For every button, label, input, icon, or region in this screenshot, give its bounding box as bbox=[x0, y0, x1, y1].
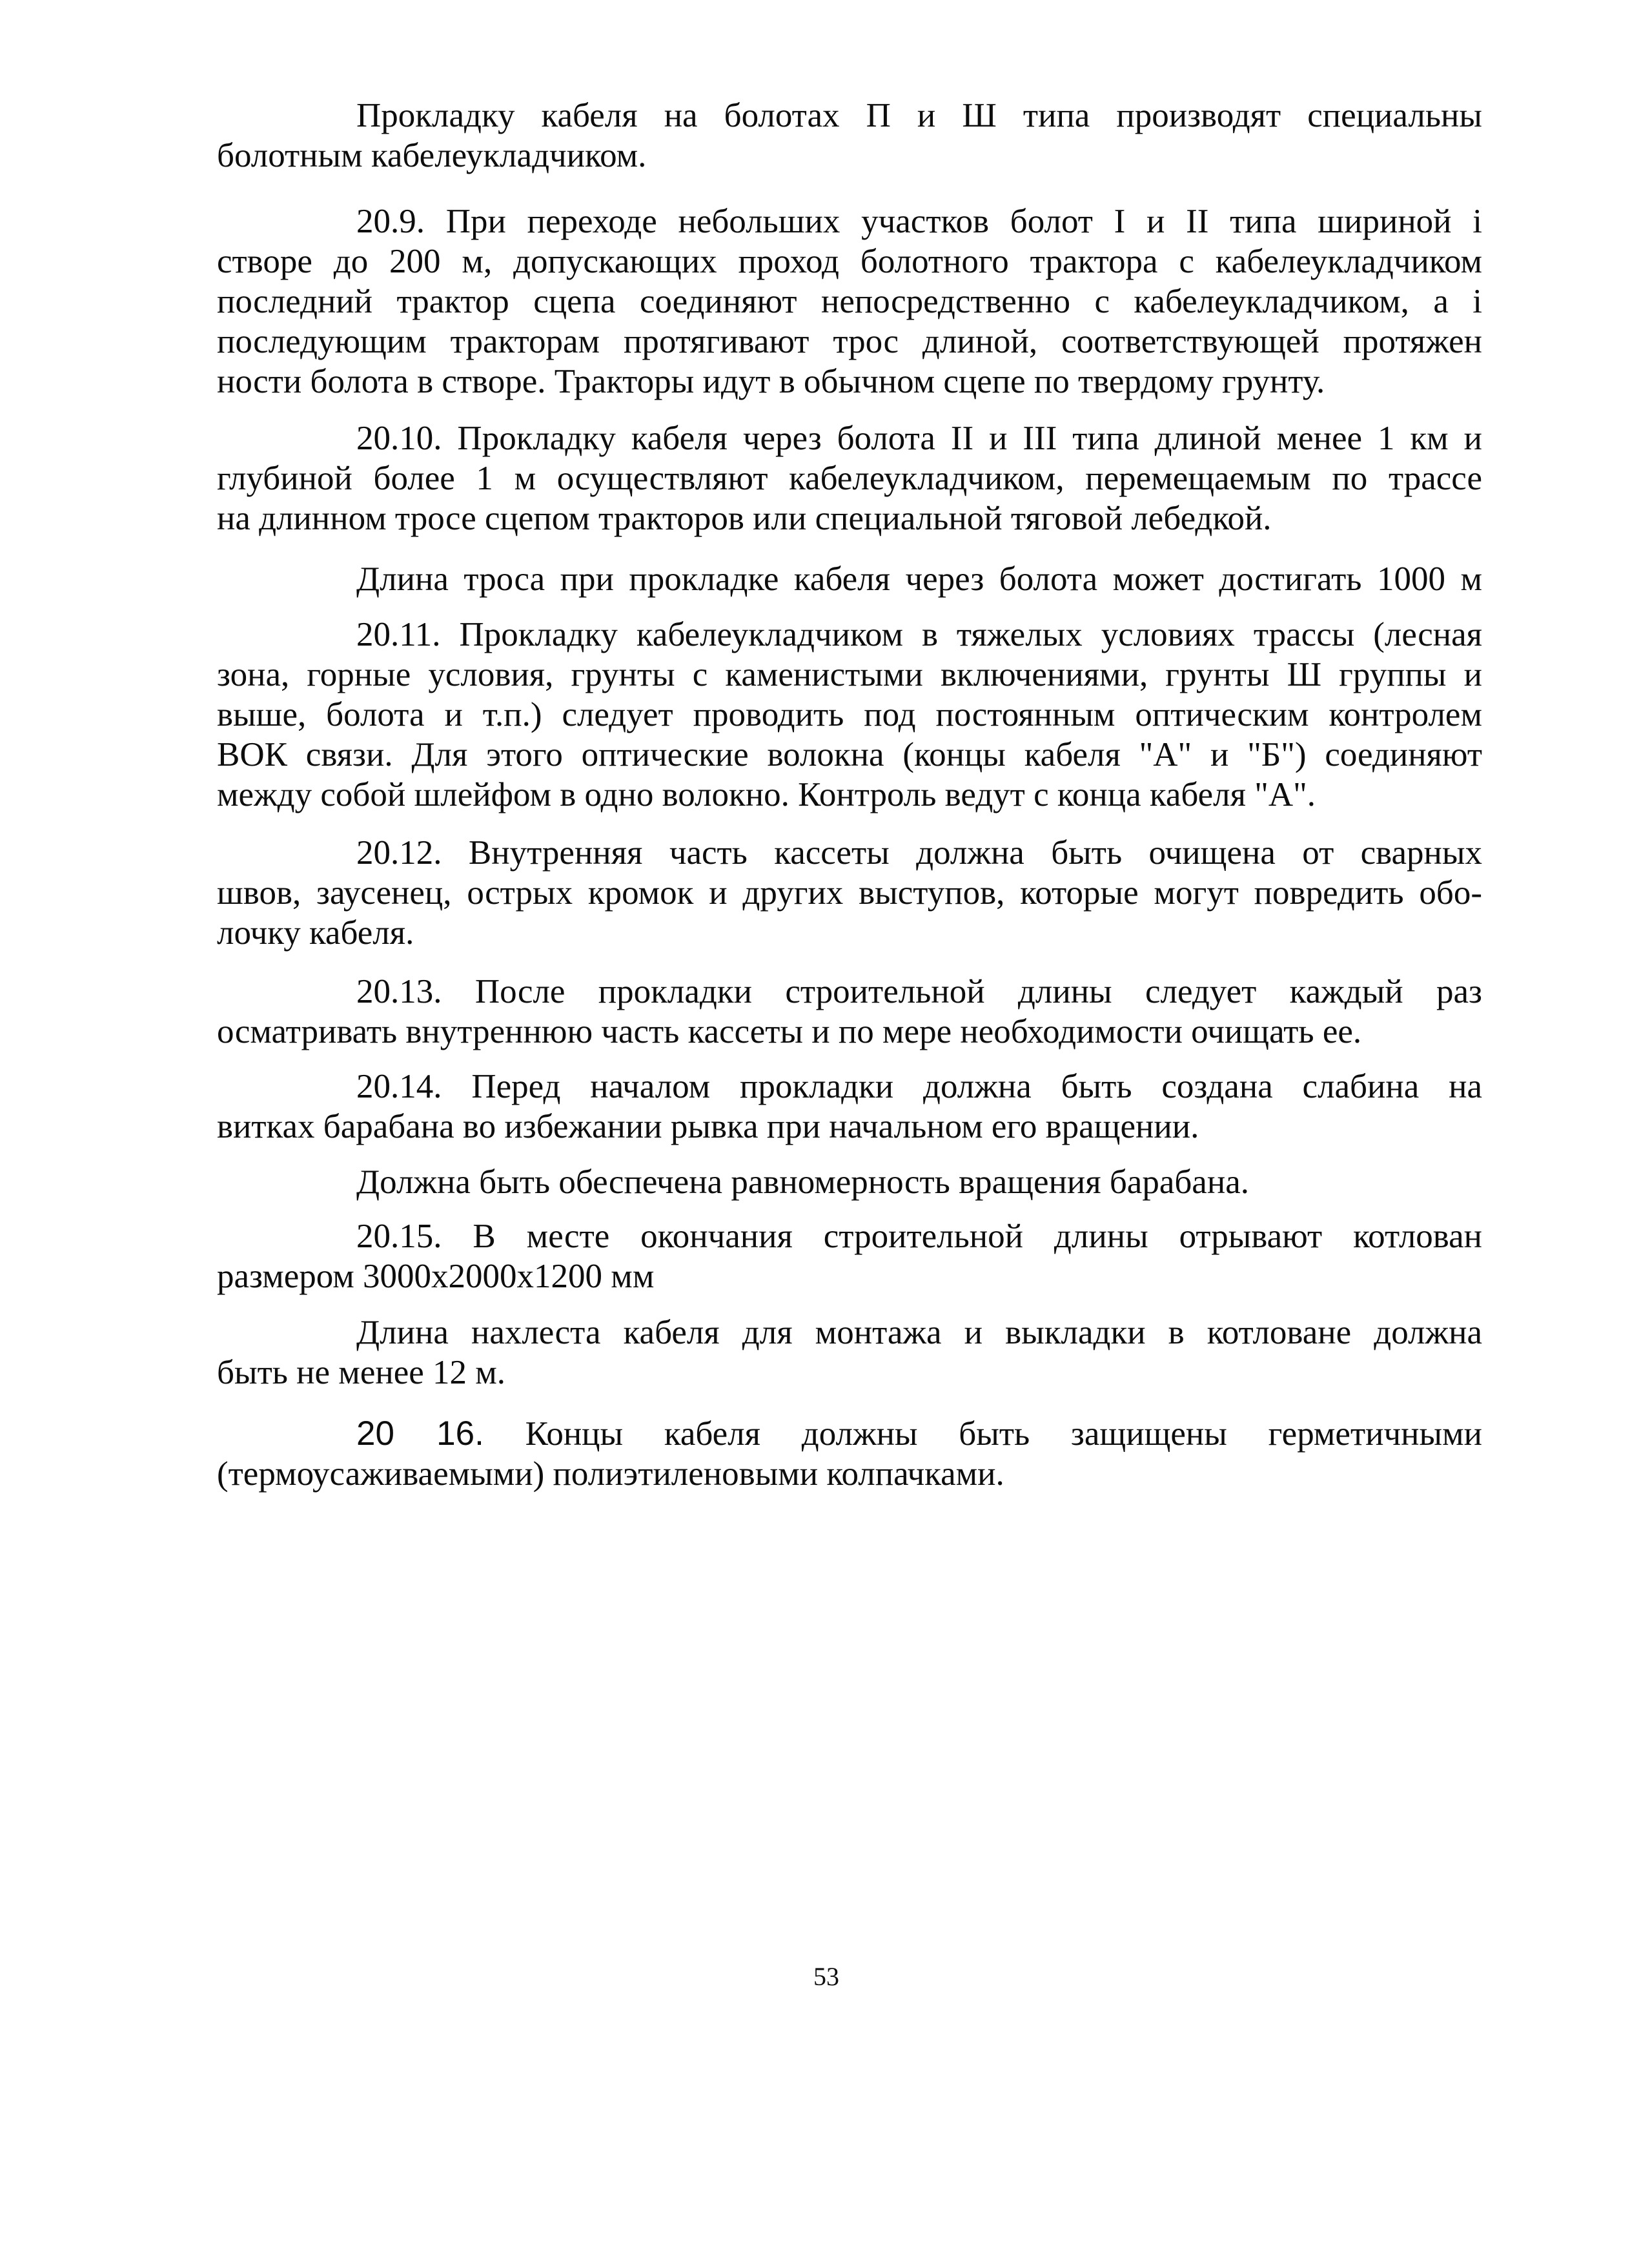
text-line: 20.15. В месте окончания строительной длины отрывают котлован bbox=[356, 1218, 1482, 1255]
text-line-rest: Концы кабеля должны быть защищены герметичными bbox=[484, 1415, 1482, 1453]
paragraph-20-11 bbox=[217, 615, 1482, 815]
text-line: быть не менее 12 м. bbox=[217, 1354, 506, 1391]
text-line: 20.13. После прокладки строительной длины следует каждый раз bbox=[356, 973, 1482, 1010]
text-line: зона, горные условия, грунты с каменистыми включениями, грунты Ш группы и bbox=[217, 656, 1482, 693]
paragraph-20-13 bbox=[217, 972, 1482, 1052]
text-line: ВОК связи. Для этого оптические волокна (концы кабеля "А" и "Б") соединяют bbox=[217, 736, 1482, 773]
text-line: Должна быть обеспечена равномерность вращения барабана. bbox=[356, 1163, 1249, 1201]
text-line: 20.10. Прокладку кабеля через болота II и III типа длиной менее 1 км и bbox=[356, 420, 1482, 457]
text-line: болотным кабелеукладчиком. bbox=[217, 137, 647, 174]
text-line: ности болота в створе. Тракторы идут в обычном сцепе по твердому грунту. bbox=[217, 363, 1325, 400]
paragraph-20-12 bbox=[217, 833, 1482, 953]
section-number: 20 16. bbox=[356, 1415, 484, 1453]
paragraph-overlap-length bbox=[217, 1313, 1482, 1393]
text-line: Длина троса при прокладке кабеля через болота может достигать 1000 м bbox=[356, 560, 1482, 598]
text-line: размером 3000х2000х1200 мм bbox=[217, 1258, 655, 1295]
text-line: швов, заусенец, острых кромок и других выступов, которые могут повредить обо- bbox=[217, 874, 1482, 912]
text-line: Прокладку кабеля на болотах П и Ш типа производят специальны bbox=[356, 97, 1482, 134]
text-line: 20.11. Прокладку кабелеукладчиком в тяжелых условиях трассы (лесная bbox=[356, 616, 1482, 653]
text-line: (термоусаживаемыми) полиэтиленовыми колпачками. bbox=[217, 1455, 1004, 1493]
text-line: последний трактор сцепа соединяют непосредственно с кабелеукладчиком, а і bbox=[217, 283, 1482, 320]
text-line bbox=[217, 1414, 1482, 1454]
paragraph-rope-length bbox=[217, 559, 1482, 599]
text-line: Длина нахлеста кабеля для монтажа и выкладки в котловане должна bbox=[356, 1314, 1482, 1351]
text-line: на длинном тросе сцепом тракторов или специальной тяговой лебедкой. bbox=[217, 500, 1272, 537]
paragraph-20-9 bbox=[217, 201, 1482, 402]
text-line: 20.14. Перед началом прокладки должна быть создана слабина на bbox=[356, 1068, 1482, 1105]
text-line: створе до 200 м, допускающих проход болотного трактора с кабелеукладчиком bbox=[217, 243, 1482, 280]
text-line: 20.9. При переходе небольших участков болот I и II типа шириной і bbox=[356, 203, 1482, 240]
paragraph-drum-rotation bbox=[217, 1162, 1482, 1202]
paragraph-bog-types bbox=[217, 96, 1482, 176]
text-line: 20.12. Внутренняя часть кассеты должна быть очищена от сварных bbox=[356, 834, 1482, 872]
paragraph-20-15 bbox=[217, 1216, 1482, 1296]
text-line: витках барабана во избежании рывка при начальном его вращении. bbox=[217, 1108, 1199, 1145]
text-line: последующим тракторам протягивают трос длиной, соответствующей протяжен bbox=[217, 323, 1482, 360]
text-line: между собой шлейфом в одно волокно. Контроль ведут с конца кабеля "А". bbox=[217, 776, 1316, 813]
text-line: выше, болота и т.п.) следует проводить под постоянным оптическим контролем bbox=[217, 696, 1482, 733]
text-line: осматривать внутреннюю часть кассеты и по мере необходимости очищать ее. bbox=[217, 1013, 1362, 1050]
paragraph-20-10 bbox=[217, 418, 1482, 538]
paragraph-20-16 bbox=[217, 1414, 1482, 1494]
page-number: 53 bbox=[813, 1962, 839, 1991]
text-line: глубиной более 1 м осуществляют кабелеукладчиком, перемещаемым по трассе bbox=[217, 460, 1482, 497]
text-line: лочку кабеля. bbox=[217, 914, 414, 952]
paragraph-20-14 bbox=[217, 1067, 1482, 1147]
